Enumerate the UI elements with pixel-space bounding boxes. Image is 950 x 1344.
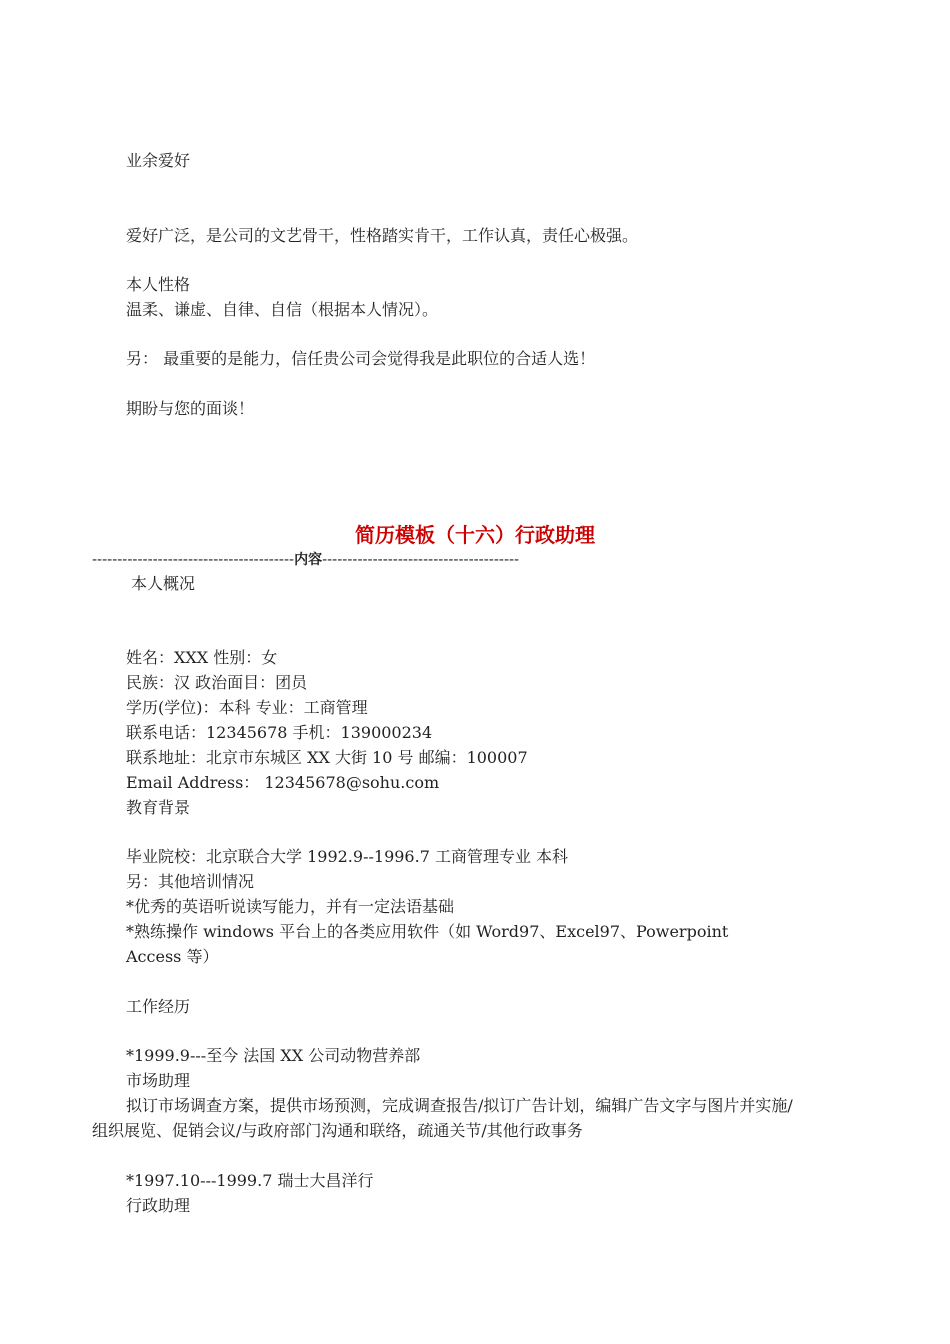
profile-ethnicity-politics: 民族：汉 政治面目：团员: [126, 673, 308, 692]
job1-period: *1999.9---至今 法国 XX 公司动物营养部: [126, 1046, 421, 1065]
job1-role: 市场助理: [126, 1071, 191, 1090]
profile-heading: 本人概况: [131, 574, 196, 593]
template-title: 简历模板（十六）行政助理: [355, 523, 595, 547]
closing-text: 期盼与您的面谈！: [126, 399, 255, 418]
divider-right: ---------------------------------------: [322, 552, 520, 568]
content-divider: [92, 550, 519, 570]
profile-address: 联系地址：北京市东城区 XX 大街 10 号 邮编：100007: [126, 748, 528, 767]
profile-degree-major: 学历(学位)：本科 专业：工商管理: [126, 698, 368, 717]
job1-description-cont: 组织展览、促销会议/与政府部门沟通和联络，疏通关节/其他行政事务: [92, 1121, 583, 1140]
divider-label: 内容: [294, 552, 323, 568]
skill-software: *熟练操作 windows 平台上的各类应用软件（如 Word97、Excel97、Powerpoint: [126, 922, 729, 941]
profile-phone: 联系电话：12345678 手机：139000234: [126, 723, 433, 742]
job2-role: 行政助理: [126, 1196, 191, 1215]
hobby-text: 爱好广泛，是公司的文艺骨干，性格踏实肯干，工作认真，责任心极强。: [126, 226, 639, 245]
work-heading: 工作经历: [126, 997, 191, 1016]
profile-name-gender: 姓名：XXX 性别：女: [126, 648, 278, 667]
skill-english: *优秀的英语听说读写能力，并有一定法语基础: [126, 897, 455, 916]
skill-software-cont: Access 等）: [126, 947, 219, 966]
education-heading: 教育背景: [126, 798, 191, 817]
personality-heading: 本人性格: [126, 275, 191, 294]
personality-text: 温柔、谦虚、自律、自信（根据本人情况）。: [126, 300, 439, 319]
education-school: 毕业院校：北京联合大学 1992.9--1996.7 工商管理专业 本科: [126, 847, 569, 866]
training-heading: 另：其他培训情况: [126, 872, 255, 891]
job1-description: 拟订市场调查方案，提供市场预测，完成调查报告/拟订广告计划，编辑广告文字与图片并实施/: [126, 1096, 793, 1115]
job2-period: *1997.10---1999.7 瑞士大昌洋行: [126, 1171, 374, 1190]
profile-email: Email Address： 12345678@sohu.com: [126, 773, 440, 792]
hobby-heading: 业余爱好: [126, 151, 191, 170]
extra-note: 另： 最重要的是能力，信任贵公司会觉得我是此职位的合适人选！: [126, 349, 596, 368]
divider-left: ----------------------------------------: [92, 552, 295, 568]
